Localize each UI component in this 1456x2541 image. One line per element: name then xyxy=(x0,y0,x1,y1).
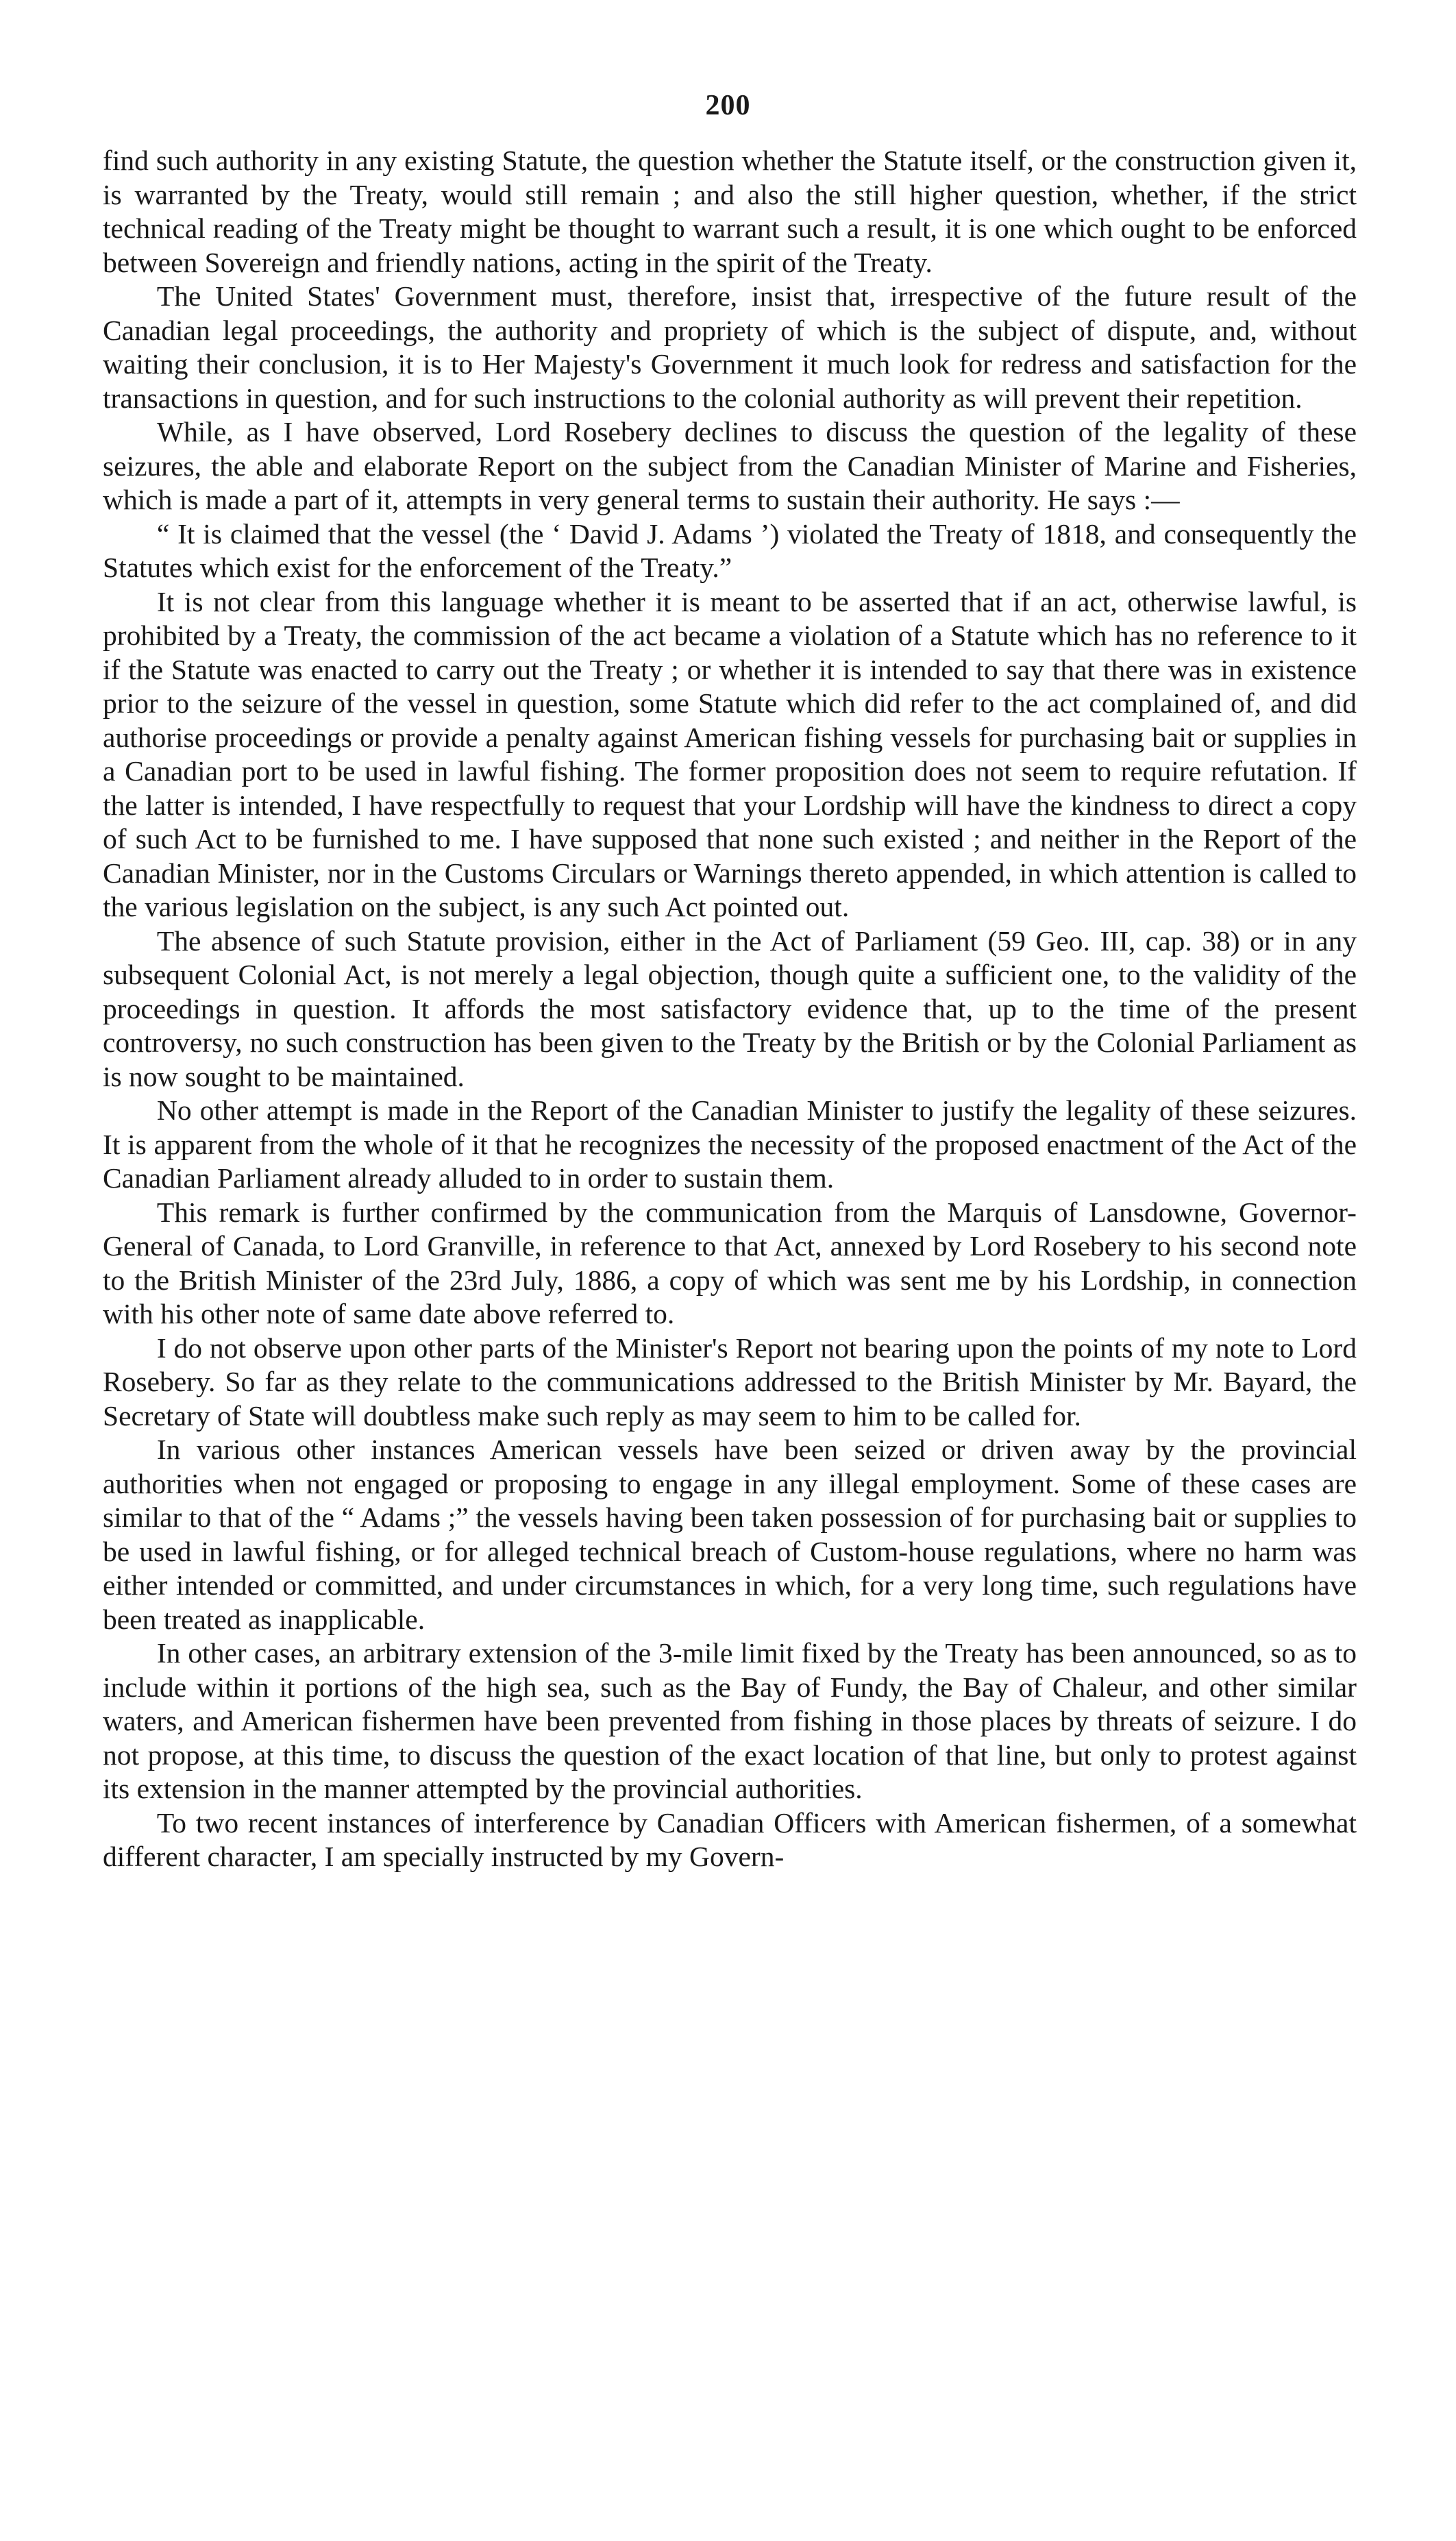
quotation-paragraph: “ It is claimed that the vessel (the ‘ David J. Adams ’) violated the Treaty of 1818, and consequently the Statutes which exist for the enforcement of the Treaty.” xyxy=(103,517,1357,583)
paragraph-7: No other attempt is made in the Report of the Canadian Minister to justify the legality of these seizures. It is apparent from the whole of it that he recognizes the necessity of the proposed enactment of the Act of the Canadian Parliament already alluded to in order to sustain them. xyxy=(103,1094,1357,1194)
page-number: 200 xyxy=(705,90,751,121)
paragraph-11: In other cases, an arbitrary extension of the 3-mile limit fixed by the Treaty has been announced, so as to include within it portions of the high sea, such as the Bay of Fundy, the Bay of Chaleur, and other similar waters, and American fishermen have been prevented from fishing in those places by threats of seizure. I do not propose, at this time, to discuss the question of the exact location of that line, but only to protest against its extension in the manner attempted by the provincial authorities. xyxy=(103,1637,1357,1804)
document-body xyxy=(103,144,1357,1874)
paragraph-5: It is not clear from this language whether it is meant to be asserted that if an act, otherwise lawful, is prohibited by a Treaty, the commission of the act became a violation of a Statute which has no reference to it if the Statute was enacted to carry out the Treaty ; or whether it is intended to say that there was in existence prior to the seizure of the vessel in question, some Statute which did refer to the act complained of, and did authorise proceedings or provide a penalty against American fishing vessels for purchasing bait or supplies in a Canadian port to be used in lawful fishing. The former proposition does not seem to require refutation. If the latter is intended, I have respectfully to request that your Lordship will have the kindness to direct a copy of such Act to be furnished to me. I have supposed that none such existed ; and neither in the Report of the Canadian Minister, nor in the Customs Circulars or Warnings thereto appended, in which attention is called to the various legislation on the subject, is any such Act pointed out. xyxy=(103,585,1357,922)
paragraph-10: In various other instances American vessels have been seized or driven away by the provincial authorities when not engaged or proposing to engage in any illegal employment. Some of these cases are similar to that of the “ Adams ;” the vessels having been taken possession of for purchasing bait or supplies to be used in lawful fishing, or for alleged technical breach of Custom-house regulations, where no harm was either intended or committed, and under circumstances in which, for a very long time, such regulations have been treated as inapplicable. xyxy=(103,1434,1357,1635)
paragraph-9: I do not observe upon other parts of the Minister's Report not bearing upon the points of my note to Lord Rosebery. So far as they relate to the communications addressed to the British Minister by Mr. Bayard, the Secretary of State will doubtless make such reply as may seem to him to be called for. xyxy=(103,1331,1357,1432)
paragraph-8: This remark is further confirmed by the communication from the Marquis of Lansdowne, Governor-General of Canada, to Lord Granville, in reference to that Act, annexed by Lord Rosebery to his second note to the British Minister of the 23rd July, 1886, a copy of which was sent me by his Lordship, in connection with his other note of same date above referred to. xyxy=(103,1196,1357,1329)
paragraph-3: While, as I have observed, Lord Rosebery declines to discuss the question of the legality of these seizures, the able and elaborate Report on the subject from the Canadian Minister of Marine and Fisheries, which is made a part of it, attempts in very general terms to sustain their authority. He says :— xyxy=(103,416,1357,515)
paragraph-2: The United States' Government must, therefore, insist that, irrespective of the future result of the Canadian legal proceedings, the authority and propriety of which is the subject of dispute, and, without waiting their conclusion, it is to Her Majesty's Government it much look for redress and satisfaction for the transactions in question, and for such instructions to the colonial authority as will prevent their repetition. xyxy=(103,280,1357,414)
paragraph-12: To two recent instances of interference by Canadian Officers with American fishermen, of a somewhat different character, I am specially instructed by my Govern- xyxy=(103,1806,1357,1872)
paragraph-1: find such authority in any existing Statute, the question whether the Statute itself, or the construction given it, is warranted by the Treaty, would still remain ; and also the still higher question, whether, if the strict technical reading of the Treaty might be thought to warrant such a result, it is one which ought to be enforced between Sovereign and friendly nations, acting in the spirit of the Treaty. xyxy=(103,145,1357,278)
paragraph-6: The absence of such Statute provision, either in the Act of Parliament (59 Geo. III, cap. 38) or in any subsequent Colonial Act, is not merely a legal objection, though quite a sufficient one, to the validity of the proceedings in question. It affords the most satisfactory evidence that, up to the time of the present controversy, no such construction has been given to the Treaty by the British or by the Colonial Parliament as is now sought to be maintained. xyxy=(103,924,1357,1092)
